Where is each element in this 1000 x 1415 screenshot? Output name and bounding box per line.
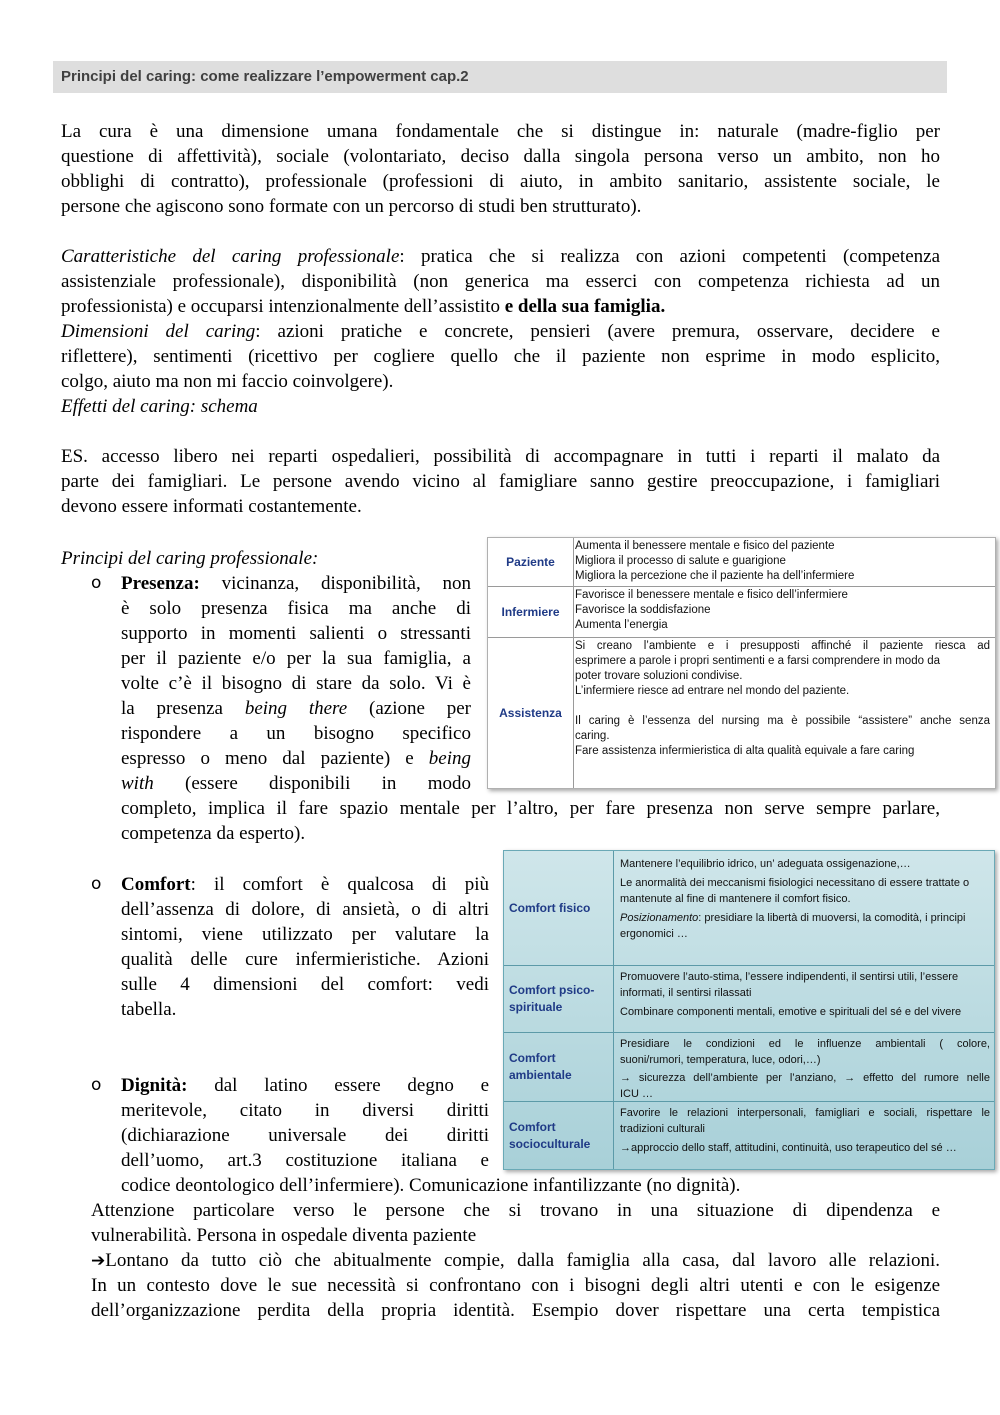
- arrow-icon: ➔: [91, 1251, 106, 1271]
- presenza-line-2: è solo presenza fisica ma anche di: [121, 598, 471, 619]
- dignita-line-7: vulnerabilità. Persona in ospedale diventa paziente: [91, 1225, 477, 1246]
- table-row: [504, 966, 994, 1033]
- table-row: [488, 638, 995, 788]
- row-label: Infermiere: [488, 587, 574, 637]
- comfort-table: [503, 850, 995, 1170]
- presenza-bullet: o: [91, 573, 102, 593]
- presenza-line-4: per il paziente e/o per la sua famiglia, a: [121, 648, 471, 669]
- header-title: Principi del caring: come realizzare l’empowerment cap.2: [61, 68, 469, 85]
- esempio-line-1: ES. accesso libero nei reparti ospedalieri, possibilità di accompagnare in tutti i reparti il malato da: [61, 446, 940, 467]
- comfort-line-6: tabella.: [121, 999, 177, 1020]
- dignita-term: Dignità:: [121, 1075, 188, 1096]
- dignita-line-2: meritevole, citato in diversi diritti: [121, 1100, 489, 1121]
- caratteristiche-line-1: Caratteristiche del caring professionale: pratica che si realizza con azioni competenti (competenza: [61, 246, 941, 267]
- row-label: Comfort psico- spirituale: [504, 966, 614, 1032]
- presenza-line-6: la presenza being there (azione per: [121, 698, 471, 719]
- row-label: Paziente: [488, 538, 574, 586]
- row-content: Favorire le relazioni interpersonali, famigliari e sociali, rispettare le tradizioni culturali →approccio dello staff, attitudini, continuità, uso terapeutico del sé …: [620, 1107, 990, 1154]
- caratteristiche-line-3: professionista) e occuparsi intenzionalmente dell’assistito e della sua famiglia.: [61, 296, 666, 317]
- row-content: Aumenta il benessere mentale e fisico del paziente Migliora il processo di salute e guarigione Migliora la percezione che il paziente ha dell’infermiere: [575, 540, 855, 582]
- dignita-line-4: dell’uomo, art.3 costituzione italiana e: [121, 1150, 489, 1171]
- caratteristiche-label: Caratteristiche del caring professionale: [61, 246, 400, 267]
- row-label: Comfort socioculturale: [504, 1102, 614, 1169]
- comfort-term: Comfort: [121, 874, 191, 895]
- presenza-line-8: espresso o meno dal paziente) e being: [121, 748, 471, 769]
- presenza-line-11: competenza da esperto).: [121, 823, 306, 844]
- dignita-line-5: codice deontologico dell’infermiere). Comunicazione infantilizzante (no dignità).: [121, 1175, 741, 1196]
- page-header: [53, 61, 947, 93]
- esempio-line-3: devono essere informati costantemente.: [61, 496, 362, 517]
- presenza-line-9: with (essere disponibili in modo: [121, 773, 471, 794]
- comfort-line-5: sulle 4 dimensioni del comfort: vedi: [121, 974, 489, 995]
- row-content: Presidiare le condizioni ed le influenze ambientali ( colore, suoni/rumori, temperatura, luce, odori,…) → sicurezza dell’ambiente per l’anziano, → effetto del rumore nelle ICU …: [620, 1038, 990, 1100]
- row-label: Assistenza: [488, 638, 574, 788]
- presenza-line-10: completo, implica il fare spazio mentale per l’altro, per fare presenza non serve sempre parlare,: [121, 798, 940, 819]
- dignita-line-8: ➔Lontano da tutto ciò che abitualmente compie, dalla famiglia alla casa, dal lavoro alle relazioni.: [91, 1250, 940, 1271]
- presenza-line-3: supporto in momenti salienti o stressanti: [121, 623, 471, 644]
- comfort-line-4: qualità delle cure infermieristiche. Azioni: [121, 949, 489, 970]
- intro-line-3: obblighi di contratto), professionale (professioni di aiuto, in ambito sanitario, assistente sociale, le: [61, 171, 940, 192]
- row-label: Comfort fisico: [504, 851, 614, 965]
- presenza-line-7: rispondere a un bisogno specifico: [121, 723, 471, 744]
- effetti-table: [487, 537, 996, 789]
- comfort-line-3: sintomi, viene utilizzato per valutare la: [121, 924, 489, 945]
- comfort-line-1: Comfort: il comfort è qualcosa di più: [121, 874, 489, 895]
- presenza-term: Presenza:: [121, 573, 200, 594]
- dignita-line-6: Attenzione particolare verso le persone che si trovano in una situazione di dipendenza e: [91, 1200, 940, 1221]
- dignita-bullet: o: [91, 1075, 102, 1095]
- intro-line-4: persone che agiscono sono formate con un percorso di studi ben strutturato).: [61, 196, 642, 217]
- presenza-line-5: volte c’è il bisogno di stare da solo. Vi è: [121, 673, 471, 694]
- caratteristiche-line-2: assistenziale professionale), disponibilità (non generica ma esserci con competenza richiesta ad un: [61, 271, 940, 292]
- table-row: [488, 538, 995, 587]
- dimensioni-line-2: riflettere), sentimenti (ricettivo per cogliere quello che il paziente non esprime in modo esplicito,: [61, 346, 940, 367]
- intro-line-2: questione di affettività), sociale (volontariato, deciso dalla singola persona verso un ambito, non ho: [61, 146, 940, 167]
- comfort-bullet: o: [91, 874, 102, 894]
- row-label: Comfort ambientale: [504, 1033, 614, 1101]
- esempio-line-2: parte dei famigliari. Le persone avendo vicino al famigliare sanno gestire preoccupazione, i famigliari: [61, 471, 940, 492]
- table-row: [488, 587, 995, 638]
- row-content: Mantenere l’equilibrio idrico, un’ adeguata ossigenazione,… Le anormalità dei meccanismi fisiologici necessitano di essere trattate o mantenute al fine di mantenere il comfort fisico. Posizionamento: presidiare la libertà di muoversi, la comodità, i principi ergonomici …: [620, 858, 970, 940]
- dimensioni-label: Dimensioni del caring: [61, 321, 256, 342]
- comfort-line-2: dell’assenza di dolore, di ansietà, o di altri: [121, 899, 489, 920]
- row-content: Favorisce il benessere mentale e fisico dell’infermiere Favorisce la soddisfazione Aumenta l’energia: [575, 589, 848, 631]
- dimensioni-line-1: Dimensioni del caring: azioni pratiche e concrete, pensieri (avere premura, osservare, decidere e: [61, 321, 940, 342]
- dignita-line-9: In un contesto dove le sue necessità si confrontano con i bisogni degli altri utenti e con le esigenze: [91, 1275, 940, 1296]
- effetti-label: Effetti del caring: schema: [61, 396, 258, 417]
- dimensioni-line-3: colgo, aiuto ma non mi faccio coinvolgere).: [61, 371, 394, 392]
- table-row: [504, 1033, 994, 1102]
- dignita-line-10: dell’organizzazione perdita della propria identità. Esempio dover rispettare una certa tempistica: [91, 1300, 940, 1321]
- row-content: Si creano l’ambiente e i presupposti affinché il paziente riesca ad esprimere a parole i propri sentimenti e a farsi comprendere in modo da poter trovare soluzioni condivise. L’infermiere riesce ad entrare nel mondo del paziente. Il caring è l’essenza del nursing ma è possibile “assistere” anche senza caring. Fare assistenza infermieristica di alta qualità equivale a fare caring: [575, 640, 990, 757]
- row-content: Promuovere l’auto-stima, l’essere indipendenti, il sentirsi utili, l’essere informati, il sentirsi rilassati Combinare componenti mentali, emotive e spirituali del sé e del vivere: [620, 971, 962, 1018]
- table-row: [504, 851, 994, 966]
- presenza-line-1: Presenza: vicinanza, disponibilità, non: [121, 573, 471, 594]
- caratteristiche-bold: e della sua famiglia.: [504, 296, 666, 317]
- principi-label: Principi del caring professionale:: [61, 548, 319, 569]
- dignita-line-1: Dignità: dal latino essere degno e: [121, 1075, 489, 1096]
- dignita-line-3: (dichiarazione universale dei diritti: [121, 1125, 489, 1146]
- table-row: [504, 1102, 994, 1169]
- intro-line-1: La cura è una dimensione umana fondamentale che si distingue in: naturale (madre-figlio per: [61, 121, 940, 142]
